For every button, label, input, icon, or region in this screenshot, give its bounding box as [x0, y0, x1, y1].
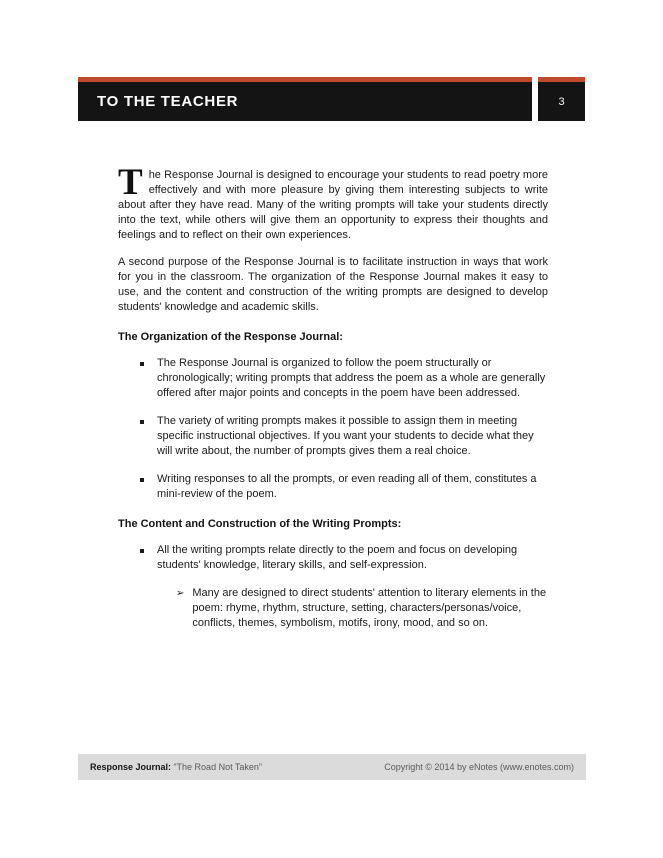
square-bullet-icon: [140, 420, 144, 424]
paragraph-second: A second purpose of the Response Journal is to facilitate instruction in ways that work for you in the classroom. The organization of the Response Journal makes it easy to use, and the content and construction of the writing prompts are designed to develop students' knowledge and academic skills.: [118, 256, 548, 313]
bullet-list-organization: [118, 356, 548, 502]
square-bullet-icon: [140, 362, 144, 366]
list-item: [118, 414, 548, 459]
document-body: [118, 162, 548, 644]
header-bar: [78, 77, 585, 121]
page-number: 3: [558, 95, 565, 108]
footer-bar: [78, 754, 586, 780]
list-item: [118, 543, 548, 573]
page-number-box: [538, 77, 585, 121]
page-title: TO THE TEACHER: [97, 93, 239, 110]
paragraph-intro: [118, 162, 548, 243]
list-item-text: All the writing prompts relate directly to the poem and focus on developing students' knowledge, literary skills, and self-expression.: [157, 544, 518, 571]
footer-journal-label: Response Journal:: [90, 762, 172, 772]
header-title-bar: [78, 77, 532, 121]
square-bullet-icon: [140, 549, 144, 553]
footer-copyright: Copyright © 2014 by eNotes (www.enotes.com): [384, 762, 574, 772]
section-heading-organization: The Organization of the Response Journal:: [118, 331, 343, 343]
list-item-text: Writing responses to all the prompts, or even reading all of them, constitutes a mini-review of the poem.: [157, 473, 537, 500]
square-bullet-icon: [140, 478, 144, 482]
bullet-list-content: [118, 543, 548, 631]
section-heading-content: The Content and Construction of the Writing Prompts:: [118, 518, 402, 530]
arrow-bullet-icon: ➢: [176, 588, 185, 599]
drop-cap: T: [118, 162, 143, 203]
footer-poem-title: “The Road Not Taken”: [173, 762, 262, 772]
sub-list-item: [118, 586, 548, 631]
footer-left: [90, 762, 262, 772]
list-item: [118, 472, 548, 502]
list-item-text: The Response Journal is organized to follow the poem structurally or chronologically; writing prompts that address the poem as a whole are generally offered after major points and concepts in the poem have been addressed.: [157, 357, 546, 399]
paragraph-intro-text: he Response Journal is designed to encourage your students to read poetry more effectively and with more pleasure by giving them interesting subjects to write about after they have read. Many of the writing prompts will take your students directly into the text, while others will give them an opportunity to express their thoughts and feelings and to reflect on their own experiences.: [118, 169, 548, 241]
list-item-text: The variety of writing prompts makes it possible to assign them in meeting specific instructional objectives. If you want your students to decide what they will write about, the number of prompts gives them a real choice.: [157, 415, 534, 457]
list-item: [118, 356, 548, 401]
sub-list-item-text: Many are designed to direct students' attention to literary elements in the poem: rhyme, rhythm, structure, setting, characters/personas/voice, conflicts, themes, symbolism, motifs, irony, mood, and so on.: [192, 587, 547, 629]
